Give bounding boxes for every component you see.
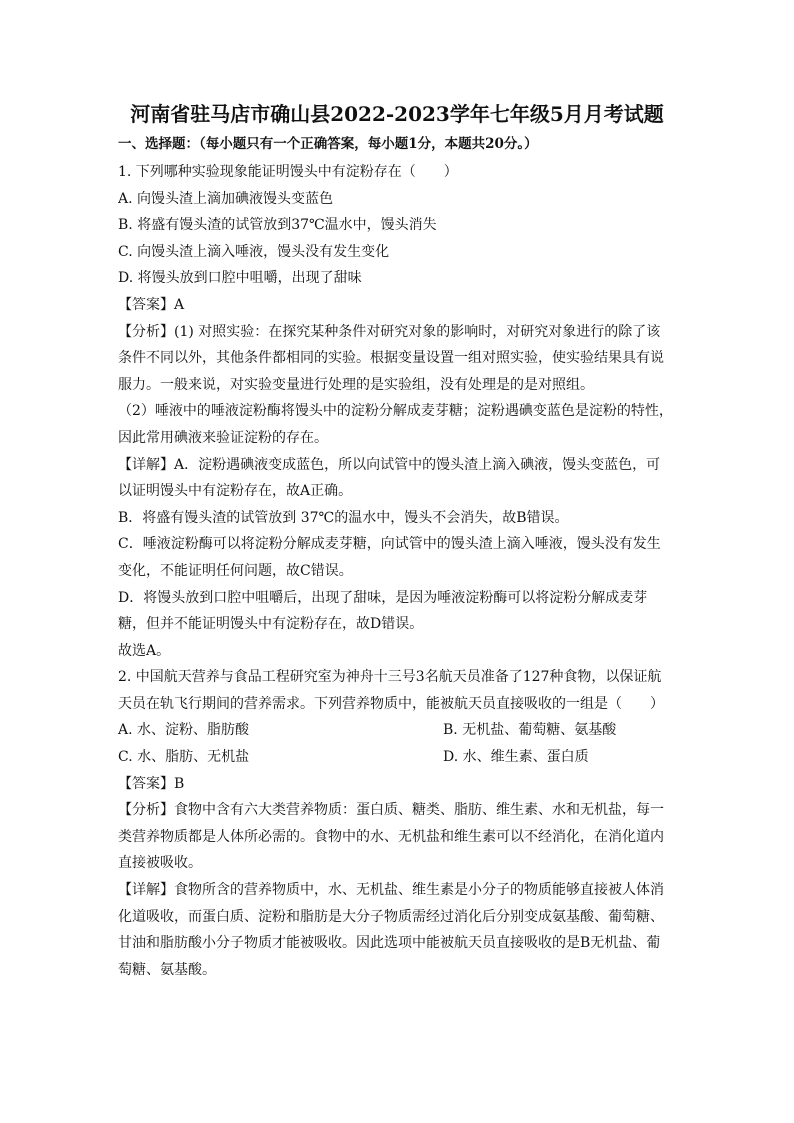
option-a: A. 向馒头渣上滴加碘液馒头变蓝色 <box>118 190 334 207</box>
option-c: C. 向馒头渣上滴入唾液，馒头没有发生变化 <box>118 243 390 260</box>
question-stem: 2. 中国航天营养与食品工程研究室为神舟十三号3名航天员准备了127种食物，以保证航 <box>118 669 662 686</box>
question-stem: 1. 下列哪种实验现象能证明馒头中有淀粉存在（ ） <box>118 164 458 180</box>
analysis-line: （2）唾液中的唾液淀粉酶将馒头中的淀粉分解成麦芽糖；淀粉遇碘变蓝色是淀粉的特性， <box>118 403 673 420</box>
detail-line: 变化，不能证明任何问题，故C错误。 <box>118 562 353 579</box>
detail-line: 萄糖、氨基酸。 <box>118 961 216 978</box>
detail-line: 糖，但并不能证明馒头中有淀粉存在，故D错误。 <box>118 616 424 633</box>
detail-line: B．将盛有馒头渣的试管放到 37℃的温水中，馒头不会消失，故B错误。 <box>118 509 569 526</box>
detail-line: 化道吸收，而蛋白质、淀粉和脂肪是大分子物质需经过消化后分别变成氨基酸、葡萄糖、 <box>118 908 664 925</box>
document-page <box>118 100 676 983</box>
question-2 <box>118 664 676 983</box>
analysis-line: 服力。一般来说，对实验变量进行处理的是实验组，没有处理是的是对照组。 <box>118 376 594 393</box>
question-1 <box>118 159 676 664</box>
detail-line: 以证明馒头中有淀粉存在，故A正确。 <box>118 483 353 500</box>
question-stem: 天员在轨飞行期间的营养需求。下列营养物质中，能被航天员直接吸收的一组是（ ） <box>118 695 664 712</box>
option-d: D. 水、维生素、蛋白质 <box>443 749 589 766</box>
detail-line: 【详解】A．淀粉遇碘液变成蓝色，所以向试管中的馒头渣上滴入碘液，馒头变蓝色，可 <box>118 456 661 473</box>
analysis-line: 条件不同以外，其他条件都相同的实验。根据变量设置一组对照实验，使实验结果具有说 <box>118 350 664 367</box>
option-b: B. 无机盐、葡萄糖、氨基酸 <box>443 722 617 739</box>
option-b: B. 将盛有馒头渣的试管放到37℃温水中，馒头消失 <box>118 217 437 234</box>
analysis-line: 【分析】(1) 对照实验：在探究某种条件对研究对象的影响时，对研究对象进行的除了该 <box>118 323 661 340</box>
option-c: C. 水、脂肪、无机盐 <box>118 749 250 766</box>
option-d: D. 将馒头放到口腔中咀嚼，出现了甜味 <box>118 270 362 287</box>
detail-line: 甘油和脂肪酸小分子物质才能被吸收。因此选项中能被航天员直接吸收的是B无机盐、葡 <box>118 935 661 952</box>
analysis-line: 类营养物质都是人体所必需的。食物中的水、无机盐和维生素可以不经消化，在消化道内 <box>118 828 664 845</box>
detail-line: 故选A。 <box>118 642 171 659</box>
options-row <box>118 744 676 771</box>
answer: 【答案】A <box>118 296 185 313</box>
analysis-line: 因此常用碘液来验证淀粉的存在。 <box>118 429 328 446</box>
detail-line: 【详解】食物所含的营养物质中，水、无机盐、维生素是小分子的物质能够直接被人体消 <box>118 882 664 899</box>
detail-line: D．将馒头放到口腔中咀嚼后，出现了甜味，是因为唾液淀粉酶可以将淀粉分解成麦芽 <box>118 589 648 606</box>
options-row <box>118 717 676 744</box>
analysis-line: 直接被吸收。 <box>118 855 202 872</box>
section-heading: 一、选择题：（每小题只有一个正确答案，每小题1分，本题共20分。） <box>118 136 538 152</box>
option-a: A. 水、淀粉、脂肪酸 <box>118 722 250 739</box>
answer: 【答案】B <box>118 775 185 792</box>
detail-line: C．唾液淀粉酶可以将淀粉分解成麦芽糖，向试管中的馒头渣上滴入唾液，馒头没有发生 <box>118 536 661 553</box>
analysis-line: 【分析】食物中含有六大类营养物质：蛋白质、糖类、脂肪、维生素、水和无机盐，每一 <box>118 802 664 819</box>
page-title: 河南省驻马店市确山县2022-2023学年七年级5月月考试题 <box>130 102 664 126</box>
